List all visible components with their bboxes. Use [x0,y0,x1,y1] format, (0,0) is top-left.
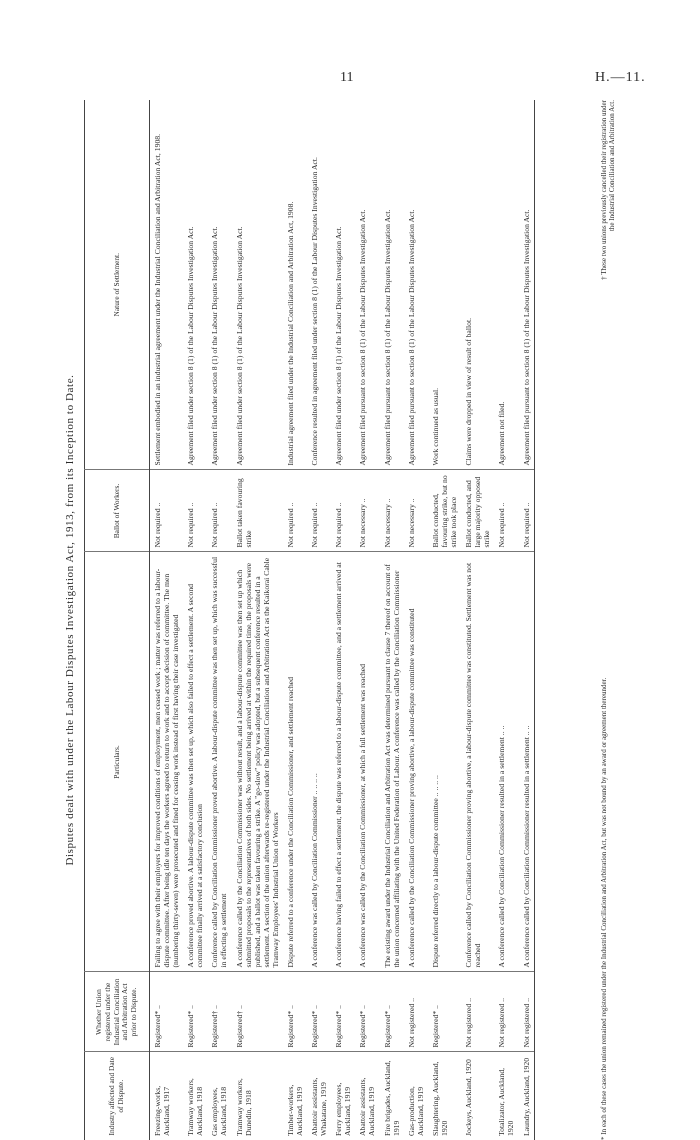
cell-particulars: The existing award under the Industrial Conciliation and Arbitration Act was determined pursuant to clause 7 thereof on account of the union concerned affiliating with the United Federation of Labour. A conference was called by the Conciliation Commissioner [380,552,404,972]
header-union: Whether Union registered under the Industrial Conciliation and Arbitration Act prior to Dispute. [85,972,150,1052]
cell-industry: Gas-production, Auckland, 1919 [404,1052,428,1140]
cell-settlement: Agreement filed pursuant to section 8 (1) of the Labour Disputes Investigation Act. [406,209,416,466]
table-row [150,100,184,1140]
cell-ballot: Ballot conducted, favouring strike, but no strike took place [428,470,461,552]
cell-ballot: Not required .. [494,470,518,552]
cell-settlement: Agreement filed under section 8 (1) of the Labour Disputes Investigation Act. [234,226,244,466]
table-title: Disputes dealt with under the Labour Disputes Investigation Act, 1913, from its Inception to Date. [64,374,76,866]
cell-industry: Gas employees, Auckland, 1918 [207,1052,231,1140]
table-row [404,100,428,1140]
cell-settlement: Agreement filed pursuant to section 8 (1) of the Labour Disputes Investigation Act. [358,209,368,466]
cell-industry: Slaughtering, Auckland, 1920 [428,1052,461,1140]
cell-settlement: Claims were dropped in view of result of ballot. [464,317,474,466]
cell-particulars: A conference was called by the Conciliation Commissioner, at which a full settlement was reached [355,552,379,972]
cell-settlement: Agreement not filed. [497,401,507,466]
table-row [494,100,518,1140]
cell-union: Registered† .. [232,972,283,1052]
cell-union: Not registered .. [519,972,535,1052]
cell-ballot: Ballot taken favouring strike [232,470,283,552]
cell-ballot: Not necessary .. [380,470,404,552]
rotated-table-region [60,100,640,1140]
cell-particulars: A conference called by Conciliation Commissioner resulted in a settlement .. .. [494,552,518,972]
cell-union: Registered* .. [331,972,355,1052]
cell-union: Registered* .. [355,972,379,1052]
table-row [232,100,283,1140]
cell-ballot: Not required .. [331,470,355,552]
cell-particulars: Dispute referred to a conference under the Conciliation Commissioner, and settlement reached [283,552,307,972]
cell-particulars: A conference called by the Conciliation Commissioner was without result, and a labour-dispute committee was then set up which submitted proposals to the representatives of both sides. No settlement being arrived at within the required time, the proposals were published, and a ballot was taken favouring a strike. A "go-slow" policy was adopted, but a subsequent conference resulted in a settlement. A section of the union afterwards re-registered under the Industrial Conciliation and Arbitration Act as the Kaikorai Cable Tramway Employees' Industrial Union of Workers [232,552,283,972]
cell-ballot: Not required .. [283,470,307,552]
document-code: H.—11. [595,70,646,85]
cell-industry: Freezing-works, Auckland, 1917 [150,1052,184,1140]
cell-industry: Tramway workers, Auckland, 1918 [183,1052,207,1140]
cell-settlement: Settlement embodied in an industrial agreement under the Industrial Conciliation and Arbitration Act, 1908. [153,133,162,466]
footnote-dagger: † These two unions previously cancelled their registration under the Industrial Conciliation and Arbitration Act. [600,100,616,280]
cell-industry: Laundry, Auckland, 1920 [519,1052,535,1140]
cell-industry: Ferry employees, Auckland, 1919 [331,1052,355,1140]
cell-ballot: Ballot conducted, and large majority opposed strike [461,470,494,552]
table-row [355,100,379,1140]
cell-ballot: Not necessary .. [355,470,379,552]
table-row [428,100,461,1140]
table-row [519,100,535,1140]
table-row [461,100,494,1140]
cell-particulars: Conference called by Conciliation Commissioner proved abortive. A labour-dispute committee was then set up, which was successful in effecting a settlement [207,552,231,972]
header-ballot: Ballot of Workers. [85,470,150,552]
cell-settlement: Agreement filed pursuant to section 8 (1) of the Labour Disputes Investigation Act. [382,209,392,466]
table-row [207,100,231,1140]
header-settlement: Nature of Settlement. [85,100,150,470]
cell-ballot: Not necessary .. [404,470,428,552]
cell-union: Registered* .. [307,972,331,1052]
cell-ballot: Not required .. [183,470,207,552]
cell-ballot: Not required .. [307,470,331,552]
footnote-star: * In each of these cases the union remained registered under the Industrial Conciliation and Arbitration Act, but was not bound by an award or agreement thereunder. [600,677,608,1140]
cell-union: Registered* .. [183,972,207,1052]
table-row [307,100,331,1140]
cell-union: Not registered .. [461,972,494,1052]
cell-union: Not registered .. [404,972,428,1052]
cell-industry: Timber-workers, Auckland, 1919 [283,1052,307,1140]
cell-settlement: Agreement filed pursuant to section 8 (1) of the Labour Disputes Investigation Act. [519,100,535,470]
cell-industry: Fire brigades, Auckland, 1919 [380,1052,404,1140]
disputes-table [84,100,535,1140]
cell-ballot: Not required .. [519,470,535,552]
cell-industry: Abattoir assistants, Auckland, 1919 [355,1052,379,1140]
table-row [380,100,404,1140]
cell-particulars: Failing to agree with their employers for improved conditions of employment, men ceased work ; matter was referred to a labour-dispute committee. After being idle ten days the workers agreed to return to work and to accept decision of committee. The men (numbering thirty-seven) were prosecuted and fined for ceasing work instead of first having their case investigated [150,552,184,972]
cell-union: Registered* .. [428,972,461,1052]
cell-particulars: A conference was called by Conciliation Commissioner .. .. .. .. [307,552,331,972]
cell-particulars: A conference having failed to effect a settlement, the dispute was referred to a labour-dispute committee, and a settlement arrived at [331,552,355,972]
cell-union: Registered† .. [207,972,231,1052]
cell-industry: Totalizator, Auckland, 1920 [494,1052,518,1140]
cell-settlement: Industrial agreement filed under the Industrial Conciliation and Arbitration Act, 1908. [285,201,295,466]
cell-particulars: A conference proved abortive. A labour-dispute committee was then set up, which also failed to effect a settlement. A second committee finally arrived at a satisfactory conclusion [183,552,207,972]
cell-settlement: Agreement filed under section 8 (1) of the Labour Disputes Investigation Act. [210,226,220,466]
cell-industry: Tramway workers, Dunedin, 1918 [232,1052,283,1140]
cell-industry: Jockeys, Auckland, 1920 [461,1052,494,1140]
cell-particulars: Dispute referred directly to a labour-dispute committee .. .. .. .. [428,552,461,972]
cell-particulars: Conference called by Conciliation Commissioner proving abortive, a labour-dispute committee was constituted. Settlement was not reached [461,552,494,972]
cell-industry: Abattoir assistants, Whakatane, 1919 [307,1052,331,1140]
cell-settlement: Work continued as usual. [430,387,440,466]
cell-settlement: Agreement filed under section 8 (1) of the Labour Disputes Investigation Act. [334,226,344,466]
cell-particulars: A conference called by the Conciliation Commissioner proving abortive, a labour-dispute committee was constituted [404,552,428,972]
cell-settlement: Conference resulted in agreement filed under section 8 (1) of the Labour Disputes Investigation Act. [310,157,320,466]
cell-union: Registered* .. [150,972,184,1052]
page-number: 11 [340,70,354,85]
cell-ballot: Not required .. [207,470,231,552]
header-industry: Industry affected and Date of Dispute. [85,1052,150,1140]
cell-union: Registered* .. [380,972,404,1052]
cell-particulars: A conference called by Conciliation Commissioner resulted in a settlement .. .. [519,552,535,972]
table-row [183,100,207,1140]
cell-settlement: Agreement filed under section 8 (1) of the Labour Disputes Investigation Act. [186,226,196,466]
cell-ballot: Not required .. [150,470,184,552]
table-row [331,100,355,1140]
table-header-row [85,100,150,1140]
cell-union: Registered* .. [283,972,307,1052]
header-particulars: Particulars. [85,552,150,972]
table-row [283,100,307,1140]
cell-union: Not registered .. [494,972,518,1052]
